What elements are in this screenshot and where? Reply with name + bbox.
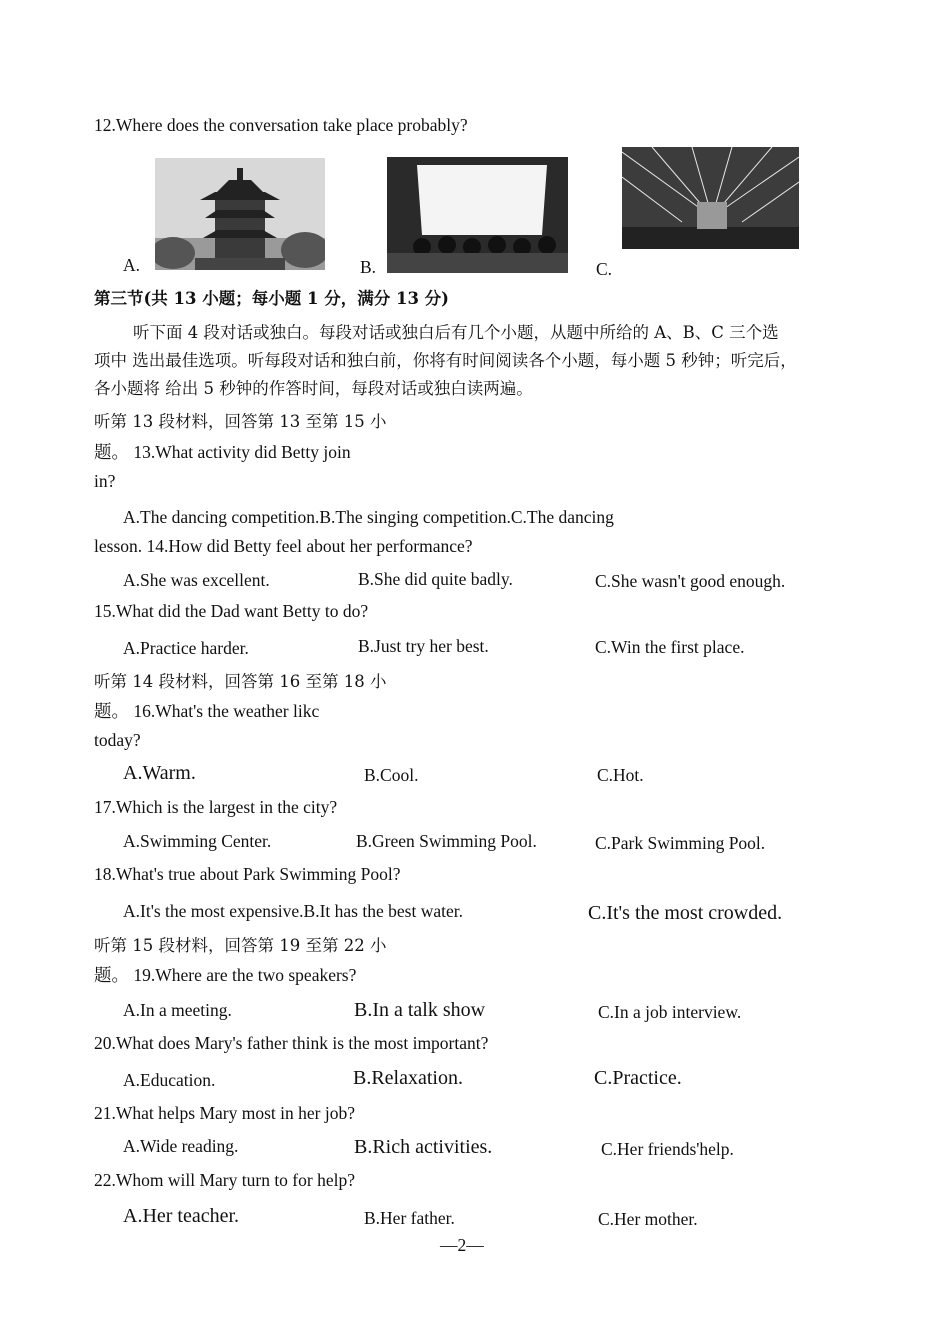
material-13-intro: 听第 13 段材料，回答第 13 至第 15 小 [94,412,387,431]
option-16-b: B.Cool. [364,765,419,785]
option-14-b: B.She did quite badly. [358,569,513,589]
option-15-b: B.Just try her best. [358,636,489,656]
option-20-b: B.Relaxation. [353,1067,463,1089]
pagoda-tower-image [155,158,325,270]
option-19-b: B.In a talk show [354,999,486,1021]
option-21-a: A.Wide reading. [123,1136,239,1156]
option-18-c: C.It's the most crowded. [588,902,783,924]
question-17: 17.Which is the largest in the city? [94,797,338,817]
question-16: 题。 16.What's the weather likc [94,701,320,721]
question-16-cont: today? [94,730,141,750]
option-14-a: A.She was excellent. [123,570,270,590]
option-20-a: A.Education. [123,1070,216,1090]
instructions-line-1: 听下面 4 段对话或独白。每段对话或独白后有几个小题，从题中所给的 A、B、C 三个选 [133,323,779,342]
question-19: 题。 19.Where are the two speakers? [94,965,357,985]
option-12-c-label: C. [596,259,613,279]
option-21-c: C.Her friends'help. [601,1139,734,1159]
question-13: 题。 13.What activity did Betty join [94,442,351,462]
option-15-c: C.Win the first place. [595,637,745,657]
option-12-b-label: B. [360,257,377,277]
question-14: lesson. 14.How did Betty feel about her performance? [94,536,473,556]
light-show-image [622,147,799,249]
option-17-c: C.Park Swimming Pool. [595,833,766,853]
option-14-c: C.She wasn't good enough. [595,571,786,591]
option-16-a: A.Warm. [123,762,196,784]
question-21: 21.What helps Mary most in her job? [94,1103,355,1123]
question-20: 20.What does Mary's father think is the most important? [94,1033,489,1053]
option-22-c: C.Her mother. [598,1209,698,1229]
page-number: —2— [440,1235,484,1255]
option-17-a: A.Swimming Center. [123,831,272,851]
option-17-b: B.Green Swimming Pool. [356,831,537,851]
material-15-intro: 听第 15 段材料，回答第 19 至第 22 小 [94,936,387,955]
option-16-c: C.Hot. [597,765,644,785]
question-13-options: A.The dancing competition.B.The singing competition.C.The dancing [123,507,614,527]
material-14-intro: 听第 14 段材料，回答第 16 至第 18 小 [94,672,387,691]
option-19-c: C.In a job interview. [598,1002,742,1022]
question-18: 18.What's true about Park Swimming Pool? [94,864,401,884]
option-20-c: C.Practice. [594,1067,682,1089]
instructions-line-2: 项中 选出最佳选项。听每段对话和独白前，你将有时间阅读各个小题，每小题 5 秒钟；听完后， [94,351,797,370]
cinema-screen-image [387,157,568,273]
question-13-cont: in? [94,471,116,491]
option-22-b: B.Her father. [364,1208,455,1228]
option-21-b: B.Rich activities. [354,1136,493,1158]
question-22: 22.Whom will Mary turn to for help? [94,1170,355,1190]
option-22-a: A.Her teacher. [123,1205,240,1227]
question-12: 12.Where does the conversation take place probably? [94,115,468,135]
option-12-a-label: A. [123,255,141,275]
option-19-a: A.In a meeting. [123,1000,232,1020]
option-18-ab: A.It's the most expensive.B.It has the best water. [123,901,463,921]
section-heading: 第三节(共 13 小题；每小题 1 分，满分 13 分) [94,289,449,308]
instructions-line-3: 各小题将 给出 5 秒钟的作答时间，每段对话或独白读两遍。 [94,379,533,398]
question-15: 15.What did the Dad want Betty to do? [94,601,369,621]
option-15-a: A.Practice harder. [123,638,249,658]
